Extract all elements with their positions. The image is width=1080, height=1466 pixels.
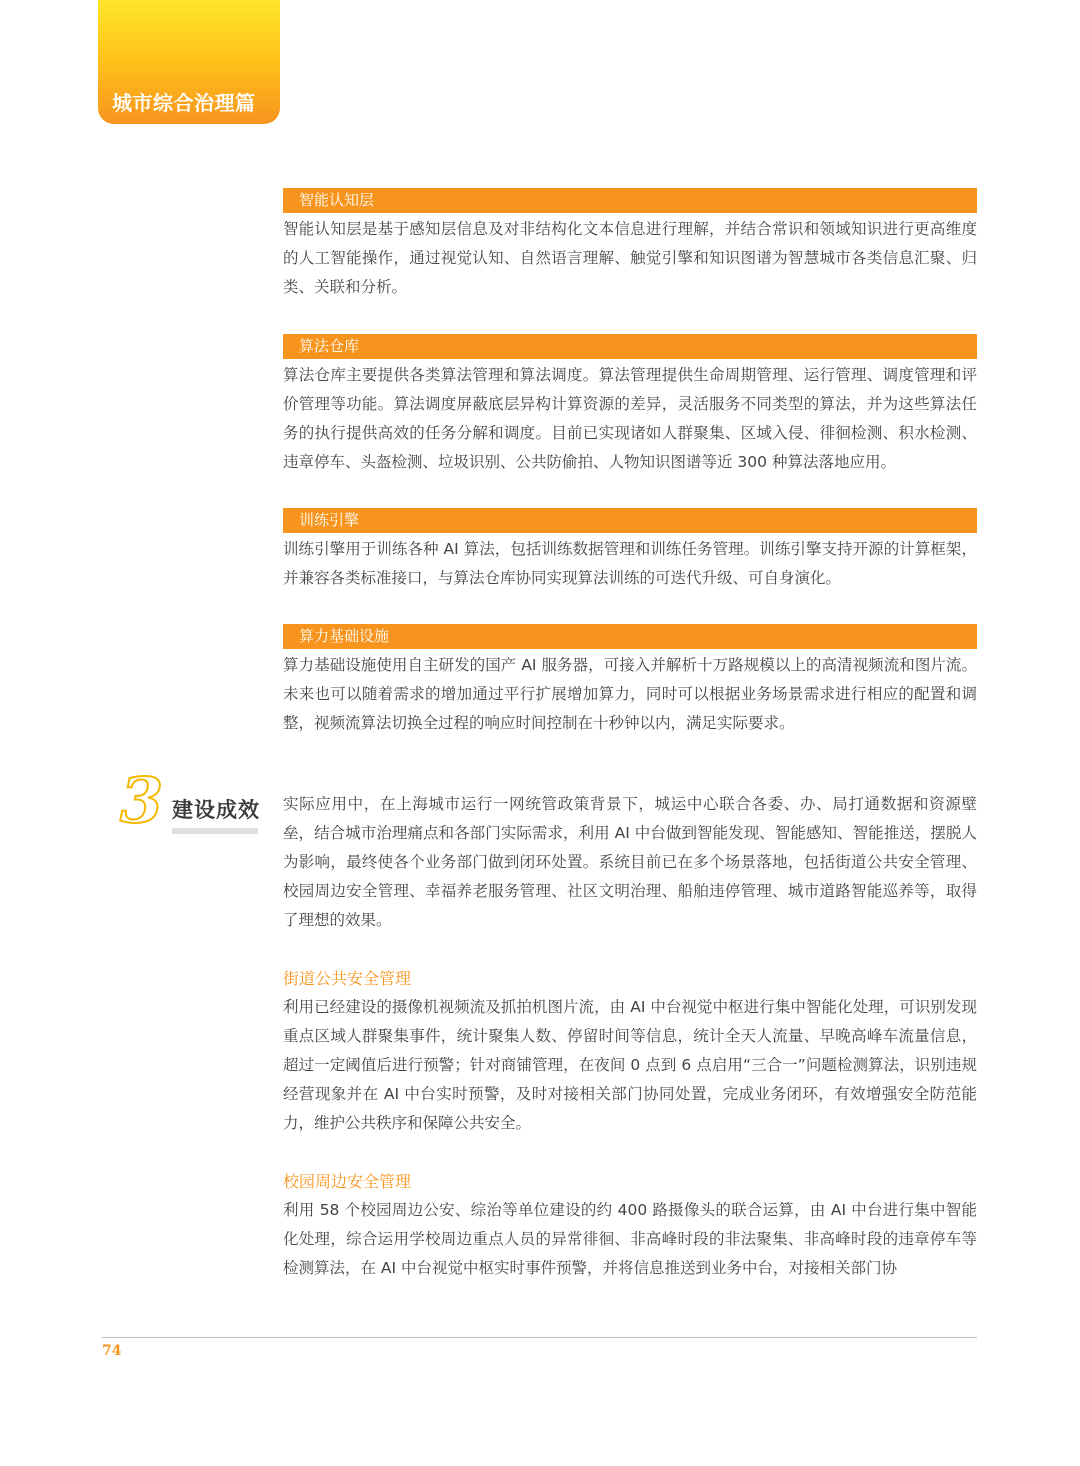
section-intelligent-cognition (283, 188, 977, 302)
case-campus-safety (283, 1167, 977, 1283)
case-paragraph: 利用已经建设的摄像机视频流及抓拍机图片流，由 AI 中台视觉中枢进行集中智能化处理，可识别发现重点区域人群聚集事件，统计聚集人数、停留时间等信息，统计全天人流量、早晚高峰车流量信息，超过一定阈值后进行预警；针对商铺管理，在夜间 0 点到 6 点启用“三合一”问题检测算法，识别违规经营现象并在 AI 中台实时预警，及时对接相关部门协同处置，完成业务闭环，有效增强安全防范能力，维护公共秩序和保障公共安全。 (283, 998, 977, 1132)
footer-divider (102, 1337, 977, 1338)
section-heading-bar: 智能认知层 (283, 188, 977, 213)
case-heading: 街道公共安全管理 (283, 969, 412, 988)
section-heading-bar: 算法仓库 (283, 334, 977, 359)
section-heading-bar: 算力基础设施 (283, 624, 977, 649)
section-heading-bar: 训练引擎 (283, 508, 977, 533)
section-training-engine (283, 508, 977, 593)
section-paragraph: 训练引擎用于训练各种 AI 算法，包括训练数据管理和训练任务管理。训练引擎支持开源的计算框架，并兼容各类标准接口，与算法仓库协同实现算法训练的可迭代升级、可自身演化。 (283, 540, 977, 587)
intro-paragraph: 实际应用中，在上海城市运行一网统管政策背景下，城运中心联合各委、办、局打通数据和资源壁垒，结合城市治理痛点和各部门实际需求，利用 AI 中台做到智能发现、智能感知、智能推送，摆脱人为影响，最终使各个业务部门做到闭环处置。系统目前已在多个场景落地，包括街道公共安全管理、校园周边安全管理、幸福养老服务管理、社区文明治理、船舶违停管理、城市道路智能巡养等，取得了理想的效果。 (283, 795, 977, 929)
section-computing-infrastructure (283, 624, 977, 738)
section-paragraph: 算力基础设施使用自主研发的国产 AI 服务器，可接入并解析十万路规模以上的高清视频流和图片流。未来也可以随着需求的增加通过平行扩展增加算力，同时可以根据业务场景需求进行相应的配置和调整，视频流算法切换全过程的响应时间控制在十秒钟以内，满足实际要求。 (283, 656, 977, 732)
chapter-heading (120, 764, 270, 840)
page-number: 74 (102, 1343, 122, 1359)
chapter-underline (172, 828, 258, 834)
section-paragraph: 智能认知层是基于感知层信息及对非结构化文本信息进行理解，并结合常识和领域知识进行更高维度的人工智能操作，通过视觉认知、自然语言理解、触觉引擎和知识图谱为智慧城市各类信息汇聚、归类、关联和分析。 (283, 220, 977, 296)
chapter-number: 3 (120, 764, 164, 837)
section-paragraph: 算法仓库主要提供各类算法管理和算法调度。算法管理提供生命周期管理、运行管理、调度管理和评价管理等功能。算法调度屏蔽底层异构计算资源的差异，灵活服务不同类型的算法，并为这些算法任务的执行提供高效的任务分解和调度。目前已实现诸如人群聚集、区域入侵、徘徊检测、积水检测、违章停车、头盔检测、垃圾识别、公共防偷拍、人物知识图谱等近 300 种算法落地应用。 (283, 366, 977, 471)
chapter-title: 建设成效 (172, 798, 260, 822)
chapter-intro (283, 790, 977, 935)
case-street-safety (283, 964, 977, 1138)
section-algorithm-warehouse (283, 334, 977, 477)
tab-title: 城市综合治理篇 (112, 91, 256, 115)
case-paragraph: 利用 58 个校园周边公安、综治等单位建设的约 400 路摄像头的联合运算，由 AI 中台进行集中智能化处理，综合运用学校周边重点人员的异常徘徊、非高峰时段的非法聚集、非高峰时段的违章停车等检测算法，在 AI 中台视觉中枢实时事件预警，并将信息推送到业务中台，对接相关部门协 (283, 1201, 977, 1277)
case-heading: 校园周边安全管理 (283, 1172, 412, 1191)
chapter-tab (98, 0, 280, 124)
